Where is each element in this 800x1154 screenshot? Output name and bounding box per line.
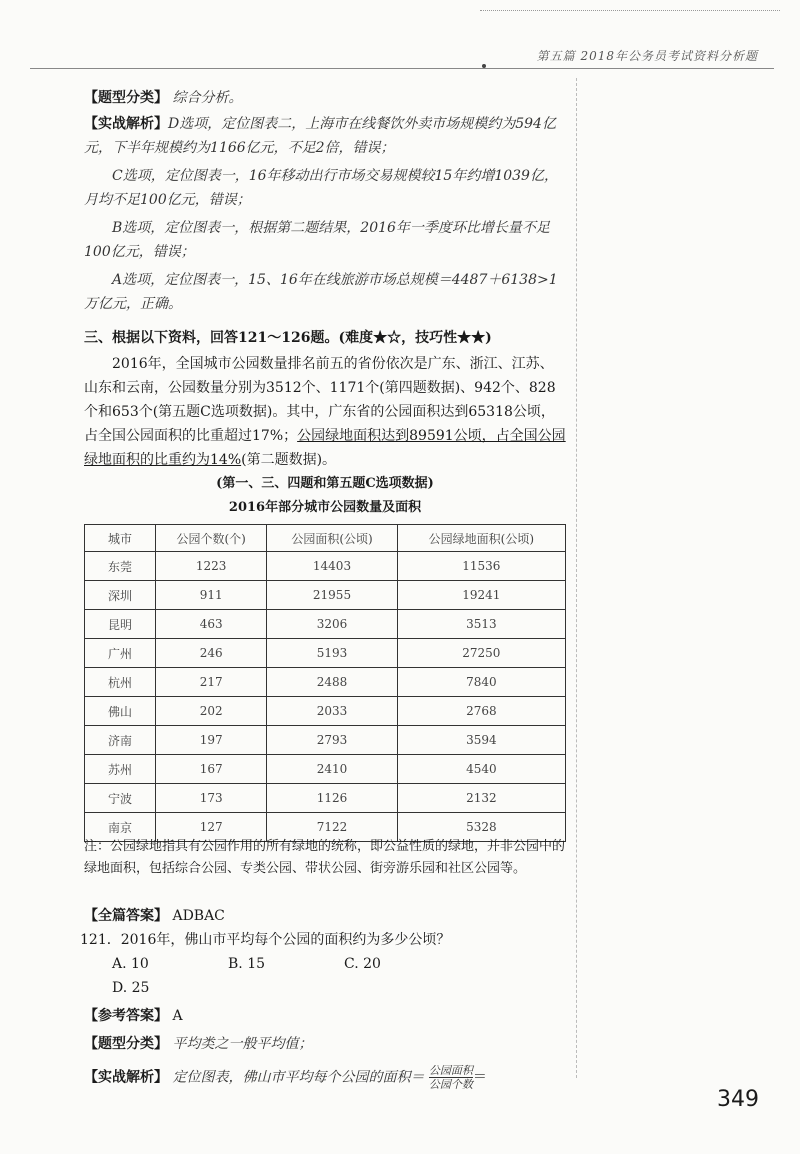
table-row xyxy=(85,581,566,610)
all-answers-line xyxy=(84,904,566,928)
cell: 5193 xyxy=(267,639,397,668)
type-value: 综合分析。 xyxy=(172,90,243,106)
cell: 1126 xyxy=(267,784,397,813)
cell: 167 xyxy=(156,755,267,784)
table-row xyxy=(85,639,566,668)
cell: 5328 xyxy=(397,813,565,842)
cell: 3513 xyxy=(397,610,565,639)
reference-answer-value: A xyxy=(172,1008,183,1024)
question-options xyxy=(112,952,566,1000)
question-analysis-label: 【实战解析】 xyxy=(84,1069,168,1086)
question-analysis-line xyxy=(84,1064,566,1091)
table-footnote xyxy=(84,836,566,880)
margin-line xyxy=(576,78,577,1078)
cell: 昆明 xyxy=(85,610,156,639)
question-type-value: 平均类之一般平均值； xyxy=(172,1036,313,1052)
cell: 南京 xyxy=(85,813,156,842)
cell: 21955 xyxy=(267,581,397,610)
table-row xyxy=(85,697,566,726)
cell: 宁波 xyxy=(85,784,156,813)
section-heading: 三、根据以下资料，回答121～126题。(难度★☆，技巧性★★) xyxy=(84,330,492,346)
question-121: 121．2016年，佛山市平均每个公园的面积约为多少公顷？ xyxy=(80,932,451,948)
option-a: A. 10 xyxy=(112,956,149,972)
all-answers-value: ADBAC xyxy=(172,908,225,924)
cell: 217 xyxy=(156,668,267,697)
cell: 3206 xyxy=(267,610,397,639)
cell: 2033 xyxy=(267,697,397,726)
cell: 1223 xyxy=(156,552,267,581)
paragraph-part-3: (第二题数据)。 xyxy=(241,452,337,468)
analysis-d-text: D选项，定位图表二，上海市在线餐饮外卖市场规模约为594亿元，下半年规模约为1166亿元，不足2倍，错误； xyxy=(84,116,556,156)
option-d: D. 25 xyxy=(112,980,150,996)
previous-analysis xyxy=(84,86,566,316)
cell: 济南 xyxy=(85,726,156,755)
cell: 202 xyxy=(156,697,267,726)
table-note: (第一、三、四题和第五题C选项数据) xyxy=(216,476,434,491)
type-label: 【题型分类】 xyxy=(84,90,168,106)
top-dotted-line xyxy=(480,10,780,11)
table-row xyxy=(85,668,566,697)
table-header-row xyxy=(85,525,566,552)
note-text: 注：公园绿地指具有公园作用的所有绿地的统称，即公益性质的绿地，并非公园中的绿地面积，包括综合公园、专类公园、带状公园、街旁游乐园和社区公园等。 xyxy=(84,839,566,876)
option-b: B. 15 xyxy=(228,956,266,972)
page-number: 349 xyxy=(717,1087,759,1112)
question-block xyxy=(80,904,566,1091)
all-answers-label: 【全篇答案】 xyxy=(84,908,168,924)
cell: 14403 xyxy=(267,552,397,581)
section-paragraph xyxy=(84,352,566,472)
reference-answer-label: 【参考答案】 xyxy=(84,1008,168,1024)
question-type-line xyxy=(84,1032,566,1056)
fraction-numerator: 公园面积 xyxy=(428,1064,473,1077)
cell: 27250 xyxy=(397,639,565,668)
cell: 19241 xyxy=(397,581,565,610)
cell: 东莞 xyxy=(85,552,156,581)
cell: 3594 xyxy=(397,726,565,755)
analysis-label: 【实战解析】 xyxy=(84,116,168,132)
table-row xyxy=(85,552,566,581)
header-park-count: 公园个数(个) xyxy=(156,525,267,552)
cell: 911 xyxy=(156,581,267,610)
cell: 2768 xyxy=(397,697,565,726)
cell: 173 xyxy=(156,784,267,813)
analysis-c: C选项，定位图表一，16年移动出行市场交易规模较15年约增1039亿，月均不足100亿元，错误； xyxy=(84,168,558,208)
analysis-d xyxy=(84,112,566,160)
section-three xyxy=(84,326,566,520)
area-per-park-fraction xyxy=(429,1064,473,1091)
analysis-b: B选项，定位图表一，根据第二题结果，2016年一季度环比增长量不足100亿元，错误； xyxy=(84,220,550,260)
question-analysis-text: 定位图表，佛山市平均每个公园的面积＝ xyxy=(172,1069,425,1086)
cell: 7122 xyxy=(267,813,397,842)
analysis-a: A选项，定位图表一，15、16年在线旅游市场总规模＝4487＋6138>1万亿元，正确。 xyxy=(84,272,558,312)
cell: 2132 xyxy=(397,784,565,813)
table-title: 2016年部分城市公园数量及面积 xyxy=(228,500,422,515)
header-green-area: 公园绿地面积(公顷) xyxy=(397,525,565,552)
fraction-denominator: 公园个数 xyxy=(428,1078,473,1091)
cell: 7840 xyxy=(397,668,565,697)
cell: 2793 xyxy=(267,726,397,755)
fraction-equals: ＝ xyxy=(472,1069,487,1086)
running-header: 第五篇 2018年公务员考试资料分析题 xyxy=(536,49,758,63)
table-row xyxy=(85,755,566,784)
cell: 127 xyxy=(156,813,267,842)
cell: 2410 xyxy=(267,755,397,784)
header-dot xyxy=(482,64,486,68)
header-city: 城市 xyxy=(85,525,156,552)
cell: 佛山 xyxy=(85,697,156,726)
header-rule xyxy=(30,68,774,69)
cell: 苏州 xyxy=(85,755,156,784)
table-row xyxy=(85,610,566,639)
question-type-label: 【题型分类】 xyxy=(84,1036,168,1052)
city-park-table xyxy=(84,524,566,842)
option-c: C. 20 xyxy=(344,956,381,972)
table-row xyxy=(85,726,566,755)
cell: 246 xyxy=(156,639,267,668)
paragraph-part-1: 2016年，全国城市公园数量排名前五的省份依次是广东、浙江、江苏、山东和云南，公园数量分别为3512个、1171个(第四题数据)、942个、828个和653个(第五题C选项数据)。其中，广东省的公园面积达到65318公顷，占全国公园面积的比重超过17%； xyxy=(84,356,556,444)
paragraph-part-2: 公园绿地面积达到89591公顷，占全国公园绿地面积的比重约为14% xyxy=(84,428,566,468)
cell: 11536 xyxy=(397,552,565,581)
type-line xyxy=(84,86,566,110)
reference-answer-line xyxy=(84,1004,566,1028)
cell: 广州 xyxy=(85,639,156,668)
cell: 463 xyxy=(156,610,267,639)
cell: 4540 xyxy=(397,755,565,784)
table-row xyxy=(85,784,566,813)
header-park-area: 公园面积(公顷) xyxy=(267,525,397,552)
cell: 2488 xyxy=(267,668,397,697)
cell: 197 xyxy=(156,726,267,755)
cell: 杭州 xyxy=(85,668,156,697)
cell: 深圳 xyxy=(85,581,156,610)
